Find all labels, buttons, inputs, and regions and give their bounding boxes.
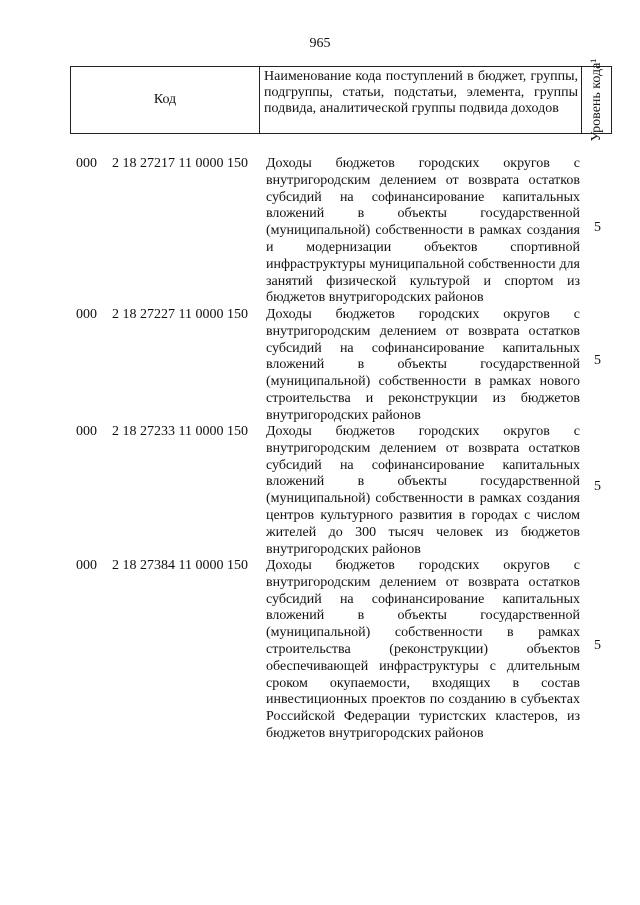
row-level: 5 xyxy=(594,638,601,653)
page-number: 965 xyxy=(309,36,331,51)
row-code: 2 18 27233 11 0000 150 xyxy=(112,424,248,439)
row-code: 2 18 27217 11 0000 150 xyxy=(112,156,248,171)
row-level: 5 xyxy=(594,353,601,368)
table-row xyxy=(0,424,640,558)
row-description: Доходы бюджетов городских округов с внутригородским делением от возврата остатков субсидий на софинансирование капитальных вложений в объекты государственной (муниципальной) собственности в рамках нового строительства и реконструкции из бюджетов внутригородских районов xyxy=(266,307,580,423)
row-description: Доходы бюджетов городских округов с внутригородским делением от возврата остатков субсидий на софинансирование капитальных вложений в объекты государственной (муниципальной) собственности в рамках создания центров культурного развития в городах с числом жителей до 300 тысяч человек из бюджетов внутригородских районов xyxy=(266,424,580,557)
row-prefix: 000 xyxy=(76,424,97,439)
row-prefix: 000 xyxy=(76,156,97,171)
row-prefix: 000 xyxy=(76,558,97,573)
row-description: Доходы бюджетов городских округов с внутригородским делением от возврата остатков субсидий на софинансирование капитальных вложений в объекты государственной (муниципальной) собственности в рамках строительства (реконструкции) объектов обеспечивающей инфраструктуры с длительным сроком окупаемости, входящих в состав инвестиционных проектов по созданию в субъектах Российской Федерации туристских кластеров, из бюджетов внутригородских районов xyxy=(266,558,580,741)
row-level: 5 xyxy=(594,220,601,235)
row-level: 5 xyxy=(594,479,601,494)
table-header xyxy=(70,58,612,142)
header-code: Код xyxy=(71,67,260,133)
table-row xyxy=(0,307,640,423)
table-row xyxy=(0,558,640,744)
row-code: 2 18 27227 11 0000 150 xyxy=(112,307,248,322)
row-prefix: 000 xyxy=(76,307,97,322)
header-level: Уровень кода¹ xyxy=(588,58,604,142)
header-level-cell xyxy=(582,58,611,142)
table-row xyxy=(0,156,640,306)
row-code: 2 18 27384 11 0000 150 xyxy=(112,558,248,573)
row-description: Доходы бюджетов городских округов с внутригородским делением от возврата остатков субсидий на софинансирование капитальных вложений в объекты государственной (муниципальной) собственности в рамках создания и модернизации объектов спортивной инфраструктуры муниципальной собственности для занятий физической культурой и спортом из бюджетов внутригородских районов xyxy=(266,156,580,306)
header-name: Наименование кода поступлений в бюджет, группы, подгруппы, статьи, подстатьи, элемента, группы подвида, аналитической группы подвида доходов xyxy=(260,67,582,133)
